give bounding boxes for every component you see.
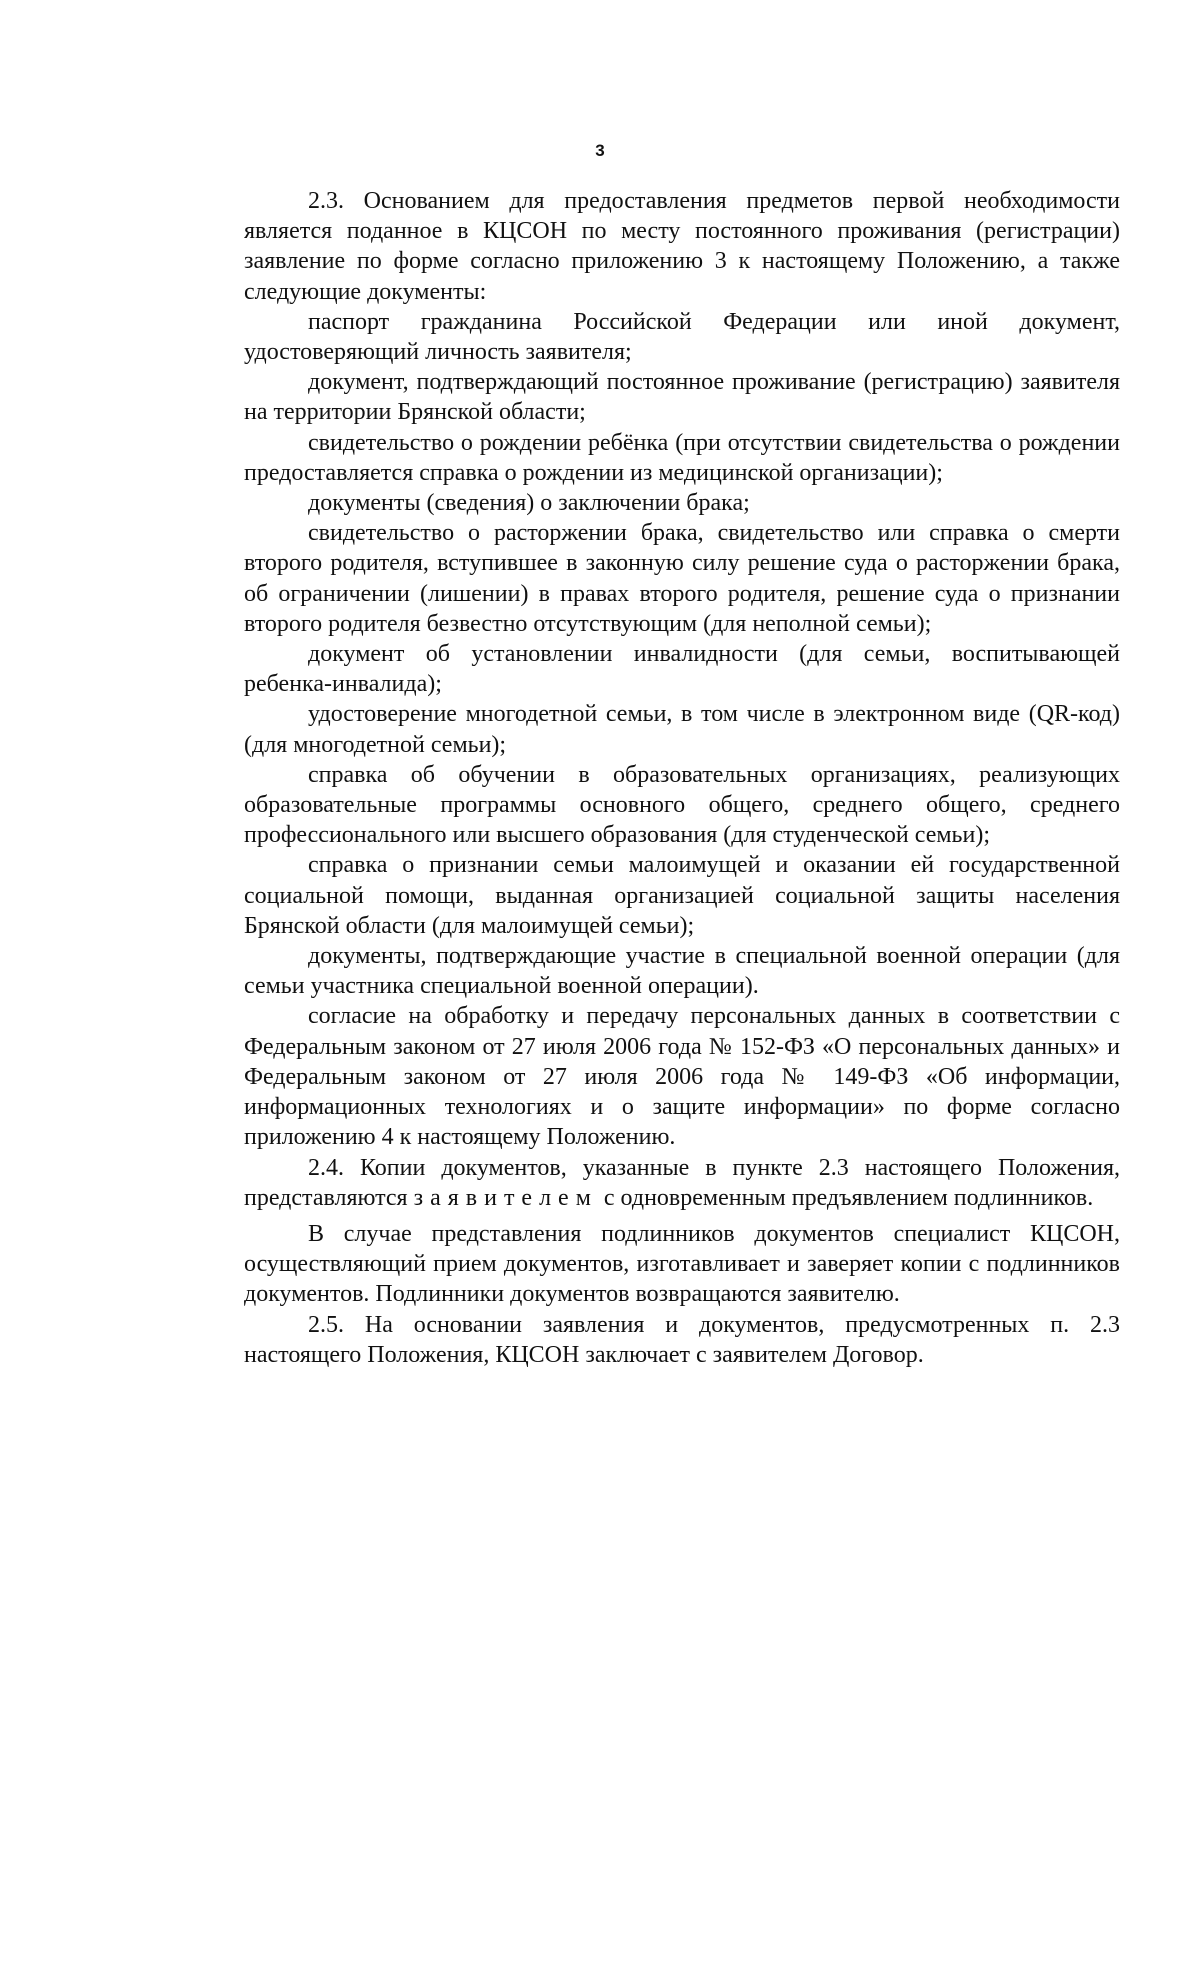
paragraph-2-4-start: представляются (244, 1184, 408, 1211)
paragraph-divorce-certificate: свидетельство о расторжении брака, свидетельство или справка о смерти второго родителя, вступившее в законную силу решение суда о расторжении брака, об ограничении (лишении) в правах второго родителя, решение суда о признании второго родителя безвестно отсутствующим (для неполной семьи); (244, 520, 1120, 637)
paragraph-2-4-spaced-word: заявителем (413, 1184, 598, 1211)
paragraph-2-4-line1: 2.4. Копии документов, указанные в пункте 2.3 настоящего Положения, (308, 1154, 1120, 1181)
paragraph-disability-document: документ об установлении инвалидности (для семьи, воспитывающей ребенка-инвалида); (244, 641, 1120, 698)
page-number: 3 (595, 141, 605, 160)
paragraph-originals: В случае представления подлинников документов специалист КЦСОН, осуществляющий прием документов, изготавливает и заверяет копии с подлинников документов. Подлинники документов возвращаются заявителю. (244, 1220, 1120, 1308)
paragraph-2-5: 2.5. На основании заявления и документов, предусмотренных п. 2.3 настоящего Положения, КЦСОН заключает с заявителем Договор. (244, 1311, 1120, 1368)
paragraph-personal-data-consent: согласие на обработку и передачу персональных данных в соответствии с Федеральным законом от 27 июля 2006 года № 152-ФЗ «О персональных данных» и Федеральным законом от 27 июля 2006 года № 149-ФЗ «Об информации, информационных технологиях и о защите информации» по форме согласно приложению 4 к настоящему Положению. (244, 1003, 1120, 1151)
paragraph-military-operation-documents: документы, подтверждающие участие в специальной военной операции (для семьи участника специальной военной операции). (244, 943, 1120, 1000)
paragraph-2-3: 2.3. Основанием для предоставления предметов первой необходимости является поданное в КЦСОН по месту постоянного проживания (регистрации) заявление по форме согласно приложению 3 к настоящему Положению, а также следующие документы: (244, 188, 1120, 305)
paragraph-residence-document: документ, подтверждающий постоянное проживание (регистрацию) заявителя на территории Брянской области; (244, 369, 1120, 426)
paragraph-low-income-certificate: справка о признании семьи малоимущей и оказании ей государственной социальной помощи, выданная организацией социальной защиты населения Брянской области (для малоимущей семьи); (244, 852, 1120, 939)
paragraph-student-certificate: справка об обучении в образовательных организациях, реализующих образовательные программы основного общего, среднего общего, среднего профессионального или высшего образования (для студенческой семьи); (244, 761, 1120, 849)
paragraph-2-4 (244, 1153, 1120, 1213)
paragraph-large-family-certificate: удостоверение многодетной семьи, в том числе в электронном виде (QR-код) (для многодетной семьи); (244, 701, 1120, 758)
paragraph-marriage-documents: документы (сведения) о заключении брака; (308, 490, 750, 517)
paragraph-2-4-end: с одновременным предъявлением подлинников. (603, 1184, 1094, 1211)
paragraph-birth-certificate: свидетельство о рождении ребёнка (при отсутствии свидетельства о рождении предоставляется справка о рождении из медицинской организации); (244, 429, 1120, 486)
document-body (244, 186, 1120, 1370)
paragraph-passport: паспорт гражданина Российской Федерации или иной документ, удостоверяющий личность заявителя; (244, 308, 1120, 366)
